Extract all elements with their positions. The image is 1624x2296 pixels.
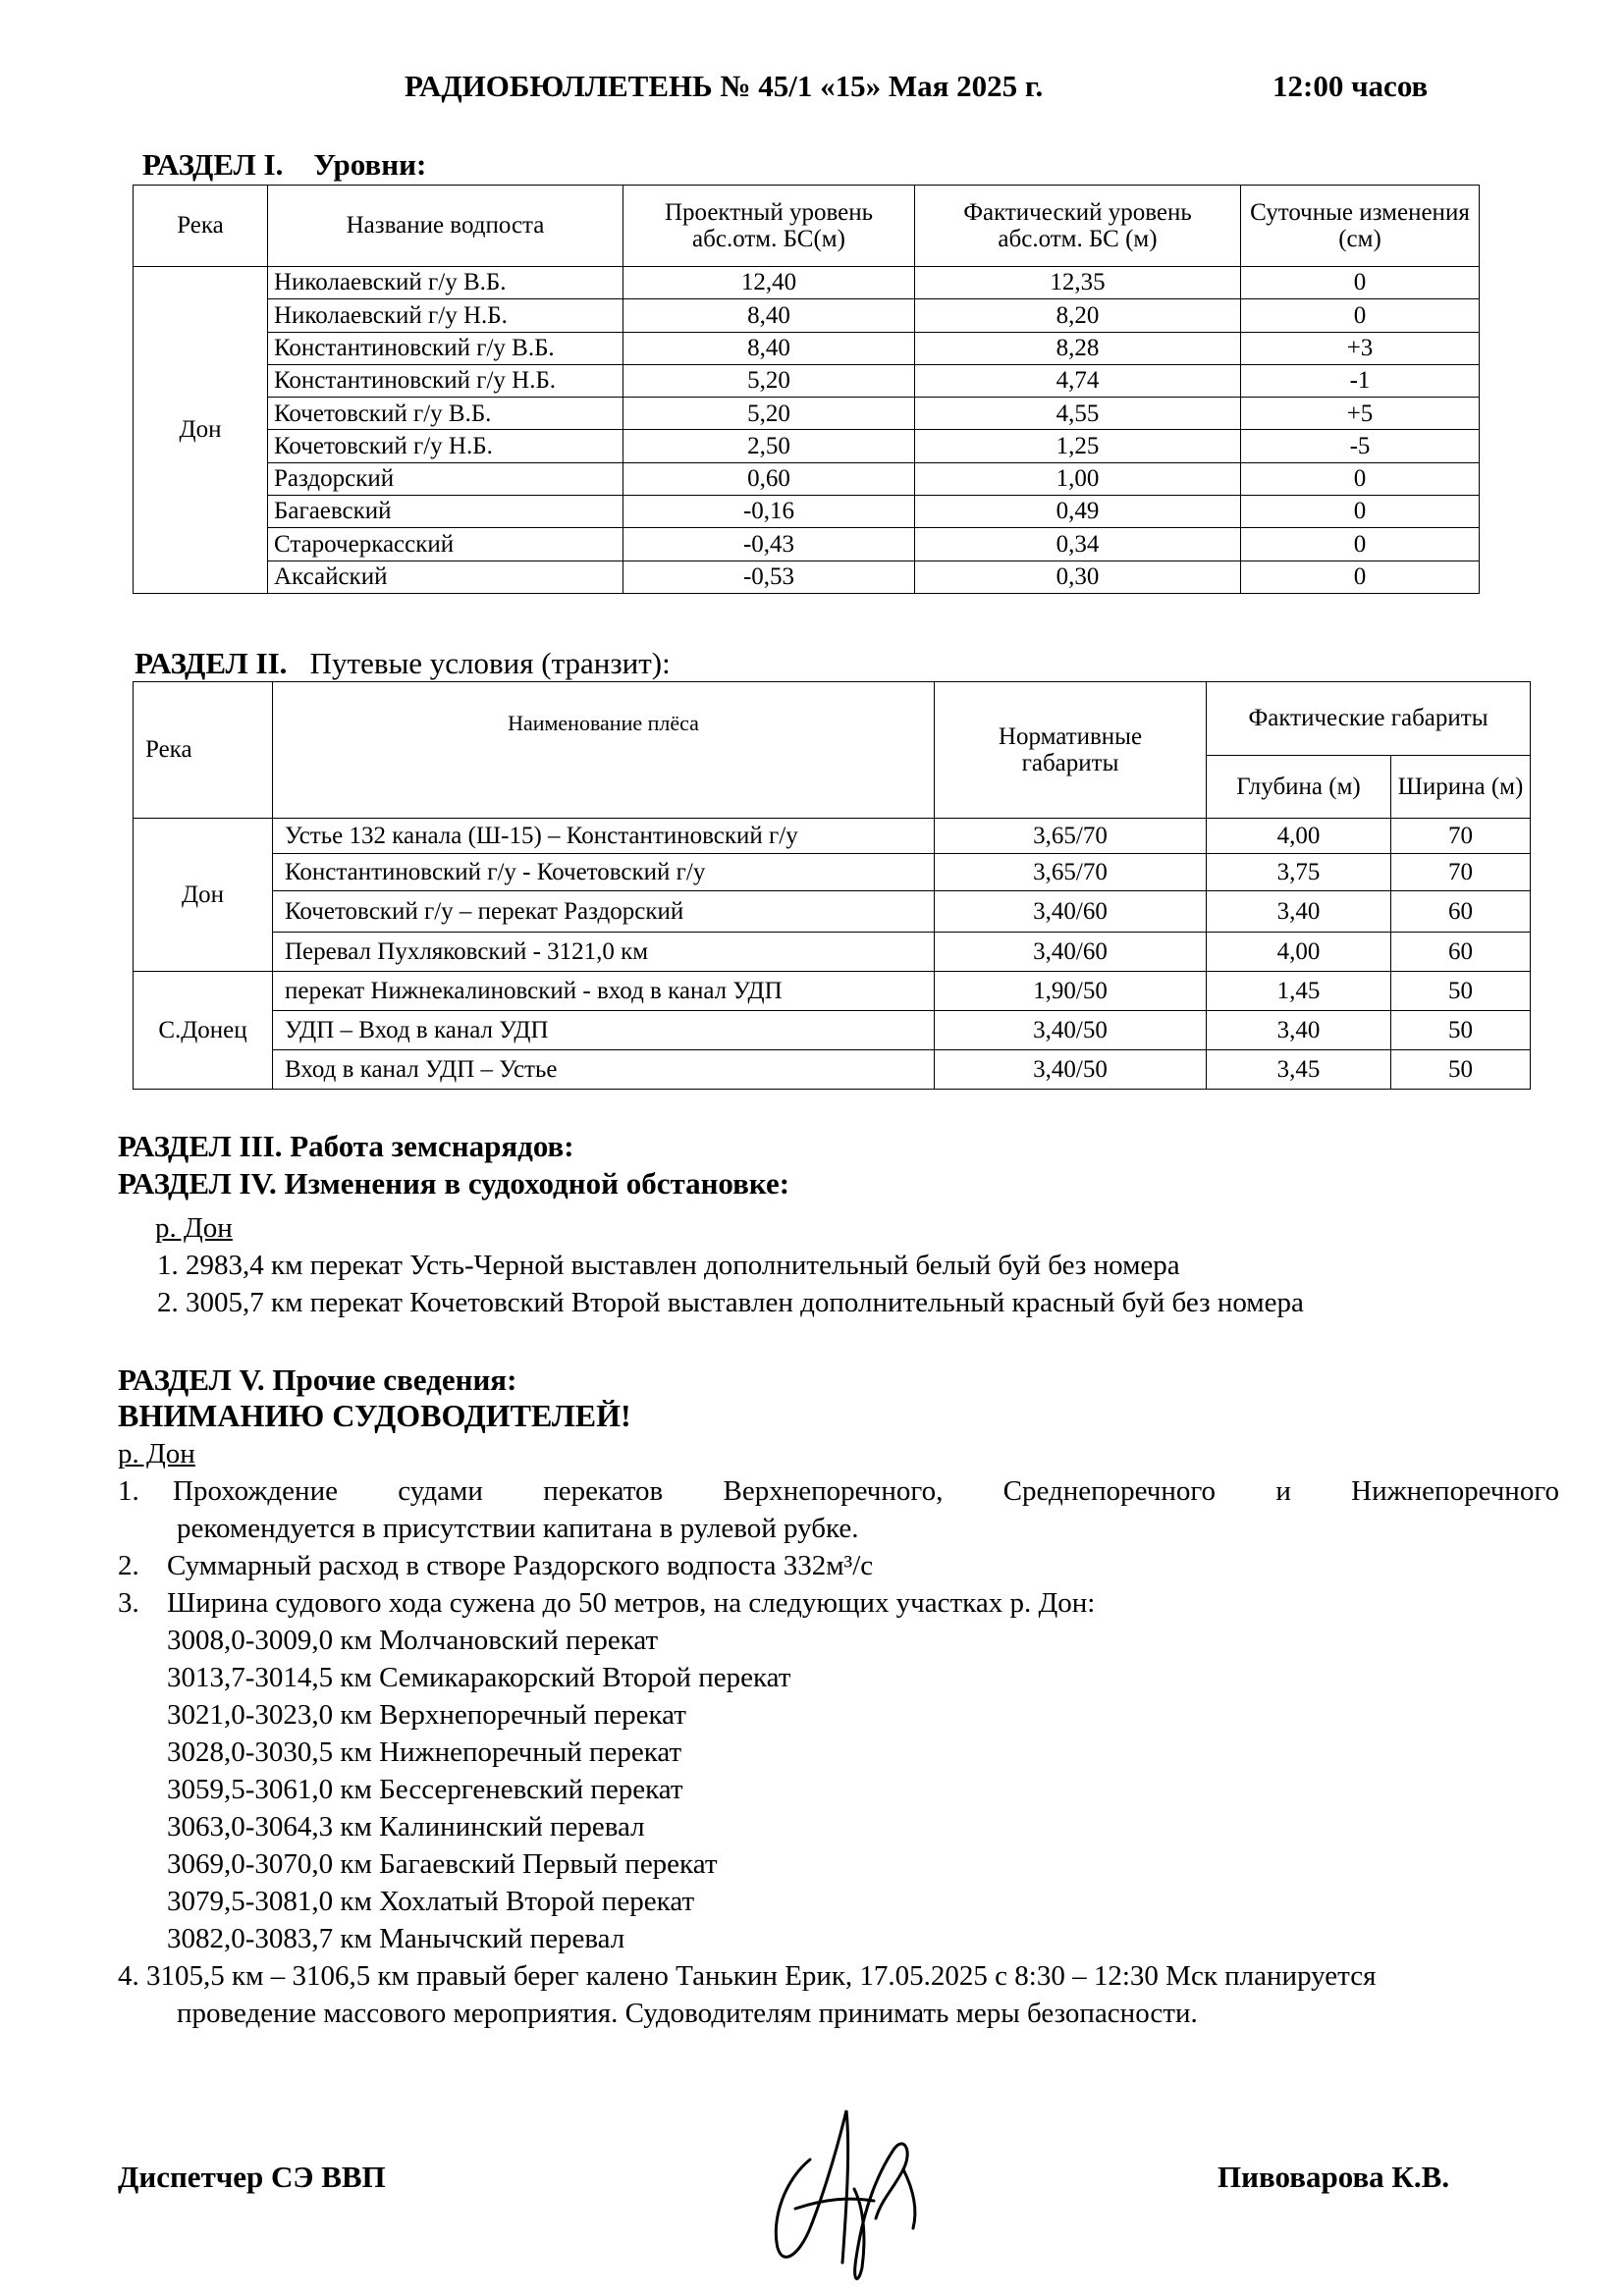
post-name: Старочеркасский bbox=[268, 528, 623, 561]
list-item: 3063,0-3064,3 км Калининский перевал bbox=[167, 1811, 645, 1842]
item2-num: 2. bbox=[118, 1550, 139, 1581]
norm-value: 3,65/70 bbox=[935, 819, 1207, 854]
norm-value: 3,40/60 bbox=[935, 891, 1207, 933]
table-row bbox=[134, 854, 1531, 891]
bulletin-title: РАДИОБЮЛЛЕТЕНЬ № 45/1 «15» Мая 2025 г. bbox=[405, 69, 1044, 103]
section3-title: РАЗДЕЛ III. Работа земснарядов: bbox=[118, 1129, 574, 1163]
post-name: Николаевский г/у Н.Б. bbox=[268, 299, 623, 332]
post-name: Раздорский bbox=[268, 462, 623, 495]
fact-level: 4,55 bbox=[915, 398, 1241, 430]
reach-name: Перевал Пухляковский - 3121,0 км bbox=[273, 933, 935, 972]
daily-change: 0 bbox=[1241, 496, 1480, 528]
item3-num: 3. bbox=[118, 1587, 139, 1619]
daily-change: 0 bbox=[1241, 299, 1480, 332]
list-item: 3069,0-3070,0 км Багаевский Первый перекат bbox=[167, 1848, 718, 1880]
table-row bbox=[134, 561, 1480, 593]
section2-title-num: РАЗДЕЛ II. bbox=[135, 646, 288, 680]
width-value: 70 bbox=[1391, 854, 1531, 891]
col-fact: Фактические габариты bbox=[1207, 682, 1531, 756]
col-depth: Глубина (м) bbox=[1207, 755, 1391, 818]
norm-value: 3,40/50 bbox=[935, 1011, 1207, 1050]
table-row bbox=[134, 398, 1480, 430]
project-level: -0,16 bbox=[623, 496, 915, 528]
fact-level: 0,34 bbox=[915, 528, 1241, 561]
table-row bbox=[134, 819, 1531, 854]
transit-table bbox=[133, 681, 1531, 1090]
section1-title bbox=[142, 147, 426, 183]
section5-title: РАЗДЕЛ V. Прочие сведения: bbox=[118, 1362, 517, 1397]
reach-name: Константиновский г/у - Кочетовский г/у bbox=[273, 854, 935, 891]
table-row bbox=[134, 462, 1480, 495]
table-row bbox=[134, 972, 1531, 1011]
col-width: Ширина (м) bbox=[1391, 755, 1531, 818]
post-name: Константиновский г/у Н.Б. bbox=[268, 364, 623, 397]
item1-line2: рекомендуется в присутствии капитана в рулевой рубке. bbox=[177, 1513, 859, 1544]
fact-level: 12,35 bbox=[915, 267, 1241, 299]
fact-level: 8,28 bbox=[915, 332, 1241, 364]
list-item: 3021,0-3023,0 км Верхнепоречный перекат bbox=[167, 1699, 686, 1731]
daily-change: +3 bbox=[1241, 332, 1480, 364]
fact-level: 0,30 bbox=[915, 561, 1241, 593]
table-row bbox=[134, 430, 1480, 462]
list-item: 2. 3005,7 км перекат Кочетовский Второй выставлен дополнительный красный буй без номера bbox=[157, 1287, 1304, 1318]
item4-line1: 4. 3105,5 км – 3106,5 км правый берег калено Танькин Ерик, 17.05.2025 с 8:30 – 12:30 Мск планируется bbox=[118, 1960, 1377, 1992]
daily-change: +5 bbox=[1241, 398, 1480, 430]
table-row bbox=[134, 364, 1480, 397]
daily-change: 0 bbox=[1241, 528, 1480, 561]
section1-title-text: Уровни: bbox=[313, 147, 427, 182]
section1-title-num: РАЗДЕЛ I. bbox=[142, 147, 284, 182]
item1-line1: Прохождение судами перекатов Верхнепоречного, Среднепоречного и Нижнепоречного bbox=[173, 1475, 1559, 1507]
depth-value: 3,45 bbox=[1207, 1050, 1391, 1090]
list-item: 3059,5-3061,0 км Бессергеневский перекат bbox=[167, 1774, 683, 1805]
project-level: -0,53 bbox=[623, 561, 915, 593]
fact-level: 1,00 bbox=[915, 462, 1241, 495]
fact-level: 0,49 bbox=[915, 496, 1241, 528]
section2-title-text: Путевые условия (транзит): bbox=[309, 646, 671, 680]
project-level: 5,20 bbox=[623, 364, 915, 397]
norm-value: 3,65/70 bbox=[935, 854, 1207, 891]
daily-change: -1 bbox=[1241, 364, 1480, 397]
river-cell: Дон bbox=[134, 267, 268, 594]
table-row bbox=[134, 1050, 1531, 1090]
width-value: 50 bbox=[1391, 972, 1531, 1011]
col-norm: Нормативные габариты bbox=[935, 682, 1207, 819]
levels-table-header bbox=[134, 186, 1480, 267]
reach-name: перекат Нижнекалиновский - вход в канал УДП bbox=[273, 972, 935, 1011]
project-level: 12,40 bbox=[623, 267, 915, 299]
table-row bbox=[134, 299, 1480, 332]
river-cell: Дон bbox=[134, 819, 273, 972]
col-daily-change: Суточные изменения (см) bbox=[1241, 186, 1480, 267]
depth-value: 4,00 bbox=[1207, 933, 1391, 972]
depth-value: 3,40 bbox=[1207, 891, 1391, 933]
table-row bbox=[134, 496, 1480, 528]
project-level: 0,60 bbox=[623, 462, 915, 495]
post-name: Аксайский bbox=[268, 561, 623, 593]
project-level: 8,40 bbox=[623, 299, 915, 332]
section4-river: р. Дон bbox=[155, 1212, 233, 1244]
levels-table bbox=[133, 185, 1480, 594]
col-project-level: Проектный уровень абс.отм. БС(м) bbox=[623, 186, 915, 267]
post-name: Николаевский г/у В.Б. bbox=[268, 267, 623, 299]
bulletin-time: 12:00 часов bbox=[1272, 69, 1429, 103]
reach-name: Устье 132 канала (Ш-15) – Константиновский г/у bbox=[273, 819, 935, 854]
table-row bbox=[134, 933, 1531, 972]
table-row bbox=[134, 267, 1480, 299]
list-item: 1. 2983,4 км перекат Усть-Черной выставлен дополнительный белый буй без номера bbox=[157, 1250, 1180, 1281]
daily-change: -5 bbox=[1241, 430, 1480, 462]
table-row bbox=[134, 528, 1480, 561]
reach-name: Кочетовский г/у – перекат Раздорский bbox=[273, 891, 935, 933]
fact-level: 4,74 bbox=[915, 364, 1241, 397]
width-value: 60 bbox=[1391, 891, 1531, 933]
table-row bbox=[134, 891, 1531, 933]
post-name: Константиновский г/у В.Б. bbox=[268, 332, 623, 364]
norm-value: 3,40/60 bbox=[935, 933, 1207, 972]
river-cell: С.Донец bbox=[134, 972, 273, 1090]
width-value: 70 bbox=[1391, 819, 1531, 854]
list-item: 3082,0-3083,7 км Манычский перевал bbox=[167, 1923, 625, 1954]
table-row bbox=[134, 332, 1480, 364]
item4-line2: проведение массового мероприятия. Судоводителям принимать меры безопасности. bbox=[177, 1998, 1198, 2029]
table-row bbox=[134, 1011, 1531, 1050]
depth-value: 3,40 bbox=[1207, 1011, 1391, 1050]
section4-title: РАЗДЕЛ IV. Изменения в судоходной обстановке: bbox=[118, 1166, 790, 1201]
item3-text: Ширина судового хода сужена до 50 метров, на следующих участках р. Дон: bbox=[167, 1587, 1096, 1619]
reach-name: УДП – Вход в канал УДП bbox=[273, 1011, 935, 1050]
project-level: 8,40 bbox=[623, 332, 915, 364]
post-name: Багаевский bbox=[268, 496, 623, 528]
daily-change: 0 bbox=[1241, 561, 1480, 593]
fact-level: 1,25 bbox=[915, 430, 1241, 462]
norm-value: 3,40/50 bbox=[935, 1050, 1207, 1090]
post-name: Кочетовский г/у В.Б. bbox=[268, 398, 623, 430]
list-item: 3008,0-3009,0 км Молчановский перекат bbox=[167, 1625, 659, 1656]
item2-text: Суммарный расход в створе Раздорского водпоста 332м³/с bbox=[167, 1550, 874, 1581]
reach-name: Вход в канал УДП – Устье bbox=[273, 1050, 935, 1090]
list-item: 3028,0-3030,5 км Нижнепоречный перекат bbox=[167, 1736, 682, 1768]
col-reach-name: Наименование плёса bbox=[273, 682, 935, 819]
item1-num: 1. bbox=[118, 1475, 139, 1507]
transit-table-header bbox=[134, 682, 1531, 756]
fact-level: 8,20 bbox=[915, 299, 1241, 332]
col-post-name: Название водпоста bbox=[268, 186, 623, 267]
section2-title bbox=[135, 646, 671, 681]
col-fact-level: Фактический уровень абс.отм. БС (м) bbox=[915, 186, 1241, 267]
list-item: 3013,7-3014,5 км Семикаракорский Второй перекат bbox=[167, 1662, 791, 1693]
daily-change: 0 bbox=[1241, 267, 1480, 299]
daily-change: 0 bbox=[1241, 462, 1480, 495]
norm-value: 1,90/50 bbox=[935, 972, 1207, 1011]
attention-heading: ВНИМАНИЮ СУДОВОДИТЕЛЕЙ! bbox=[118, 1398, 631, 1433]
depth-value: 3,75 bbox=[1207, 854, 1391, 891]
list-item: 3079,5-3081,0 км Хохлатый Второй перекат bbox=[167, 1886, 695, 1917]
depth-value: 1,45 bbox=[1207, 972, 1391, 1011]
project-level: -0,43 bbox=[623, 528, 915, 561]
col-river: Река bbox=[134, 186, 268, 267]
section5-river: р. Дон bbox=[118, 1438, 195, 1469]
footer-position: Диспетчер СЭ ВВП bbox=[118, 2160, 386, 2194]
width-value: 50 bbox=[1391, 1011, 1531, 1050]
post-name: Кочетовский г/у Н.Б. bbox=[268, 430, 623, 462]
width-value: 50 bbox=[1391, 1050, 1531, 1090]
col-river: Река bbox=[134, 682, 273, 819]
signature-icon bbox=[756, 2091, 962, 2287]
project-level: 5,20 bbox=[623, 398, 915, 430]
project-level: 2,50 bbox=[623, 430, 915, 462]
footer-name: Пивоварова К.В. bbox=[1218, 2160, 1450, 2194]
depth-value: 4,00 bbox=[1207, 819, 1391, 854]
width-value: 60 bbox=[1391, 933, 1531, 972]
